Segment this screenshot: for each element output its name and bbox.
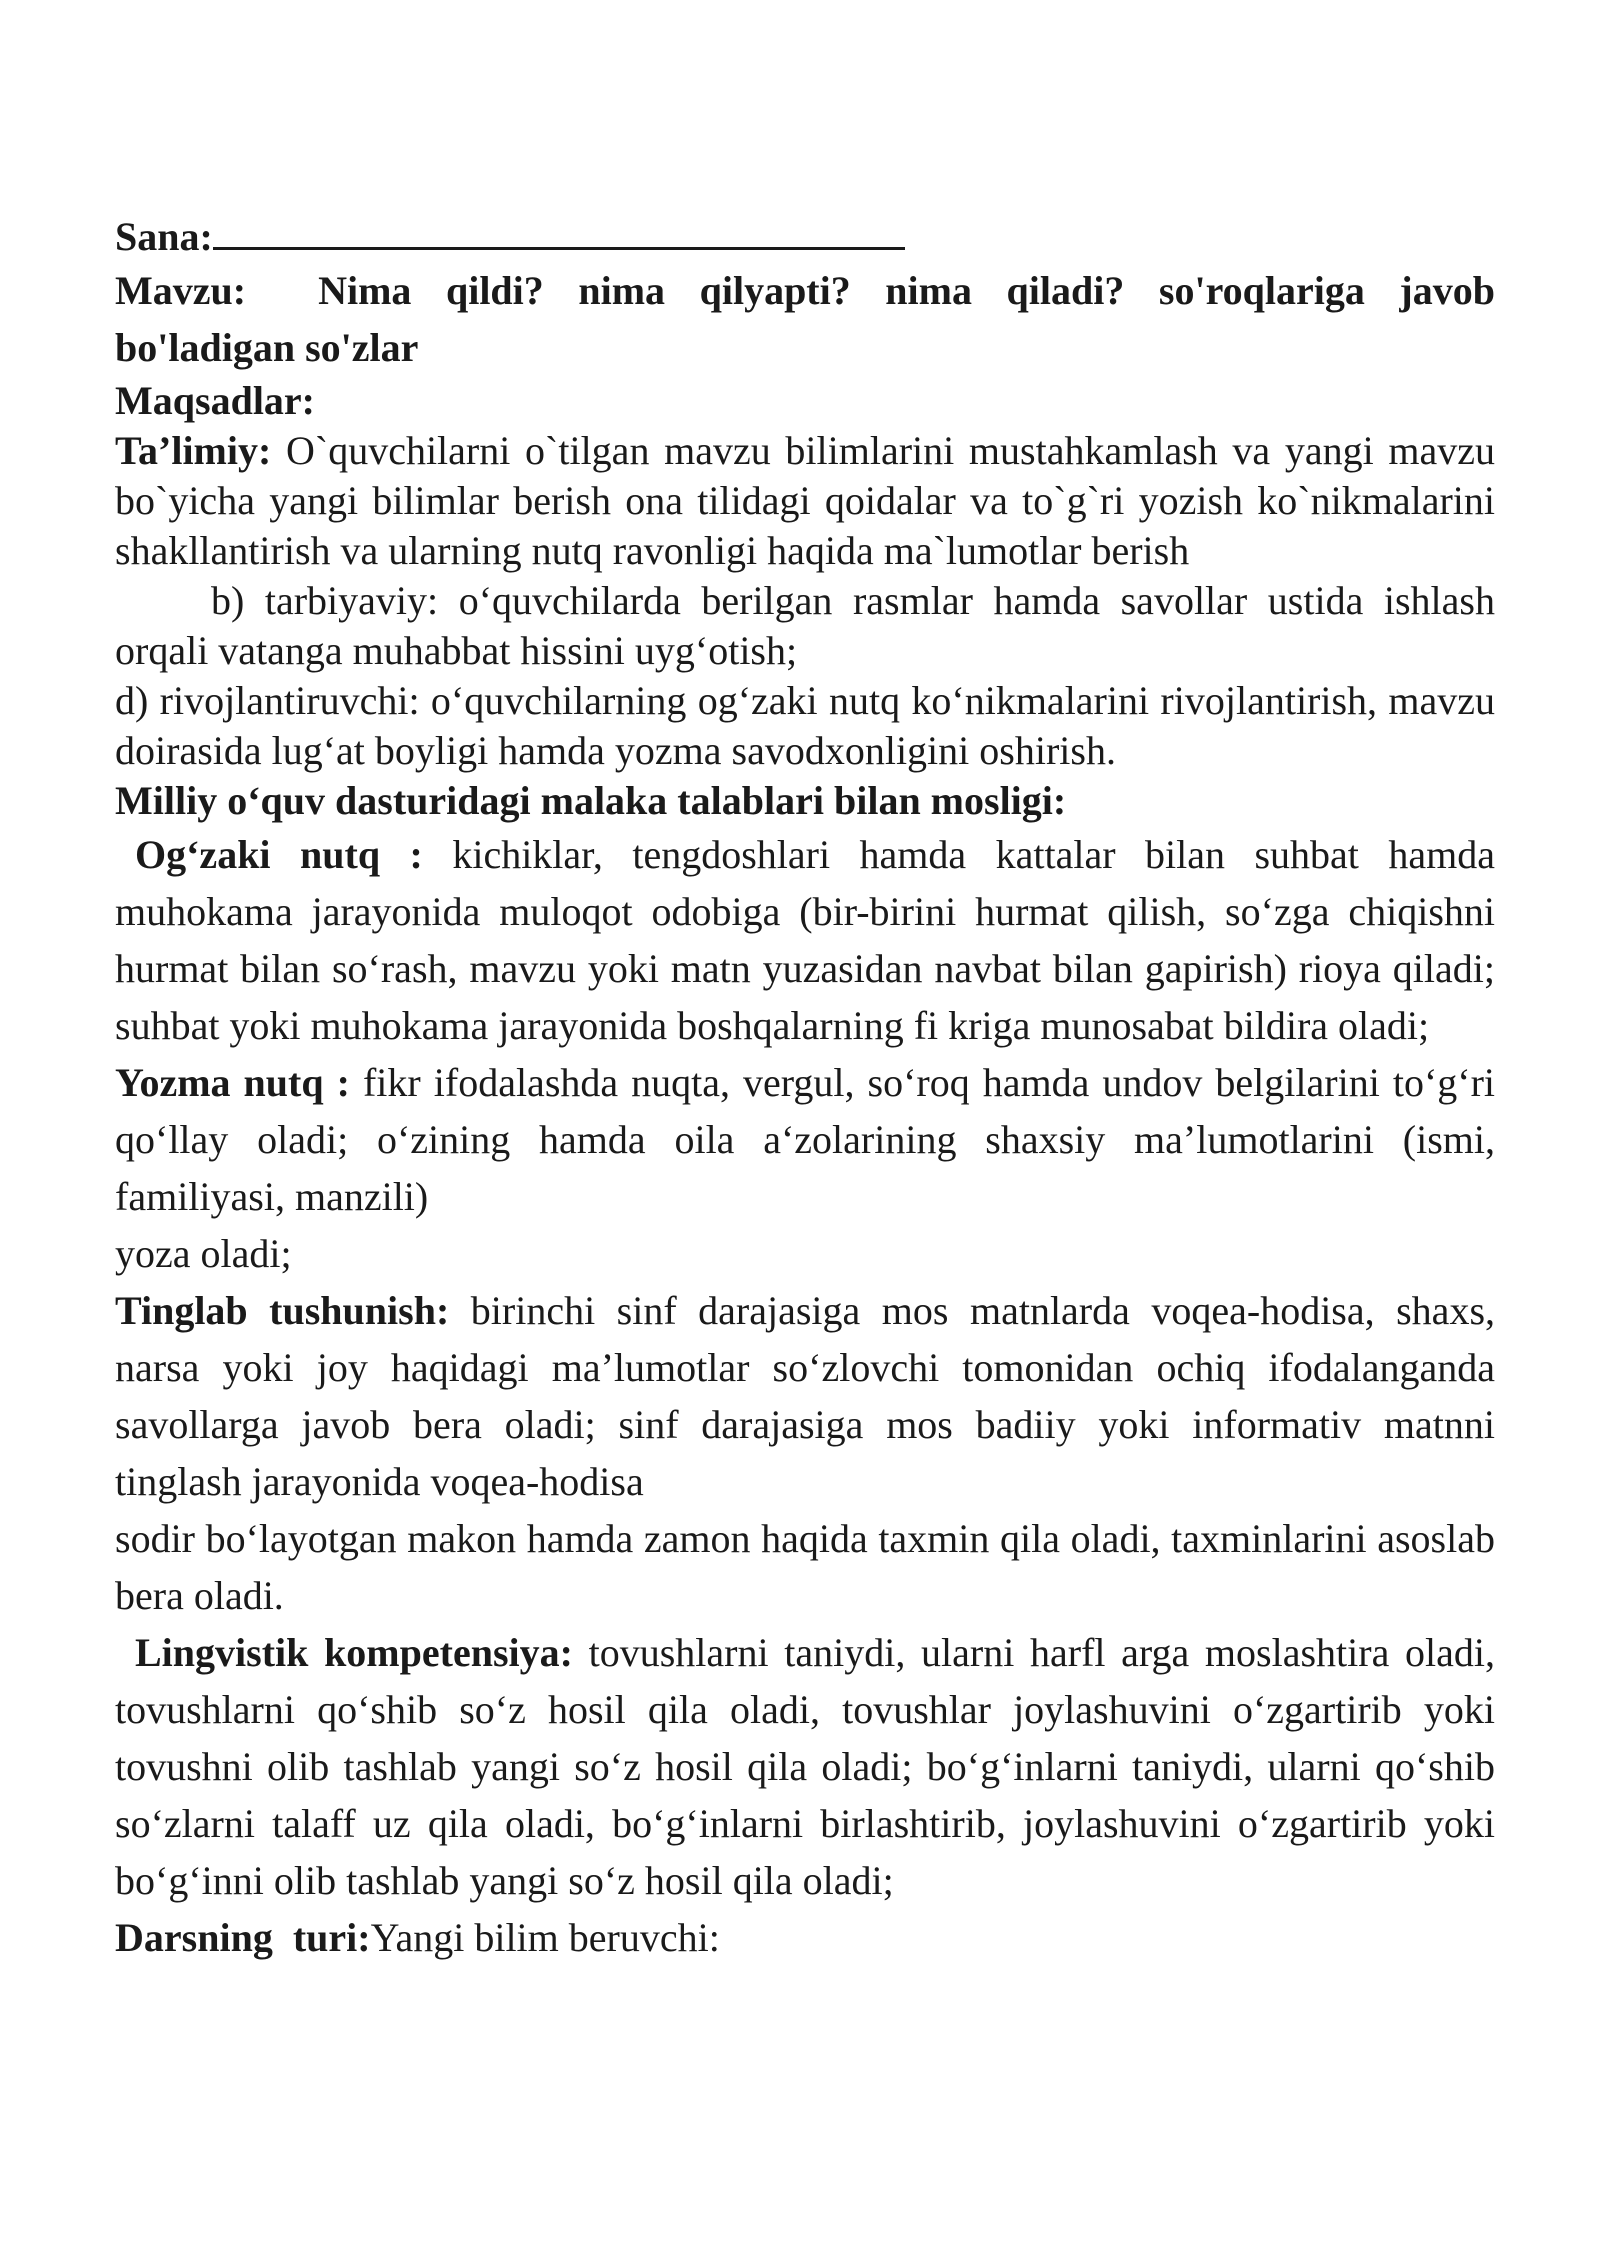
talimiy-paragraph [115, 426, 1495, 576]
tinglab-label: Tinglab tushunish: [115, 1288, 450, 1333]
tarbiyaviy-paragraph [115, 576, 1495, 676]
sana-label: Sana: [115, 214, 213, 259]
tinglab-continuation: sodir bo‘layotgan makon hamda zamon haqida taxmin qila oladi, taxminlarini asoslab bera oladi. [115, 1516, 1495, 1618]
darsning-text: Yangi bilim beruvchi: [370, 1915, 720, 1960]
maqsadlar-heading: Maqsadlar: [115, 378, 315, 423]
lingvistik-label: Lingvistik kompetensiya: [135, 1630, 573, 1675]
yozma-continuation: yoza oladi; [115, 1231, 292, 1276]
lingvistik-text: tovushlarni taniydi, ularni harfl arga moslashtira oladi, tovushlarni qo‘shib so‘z hosil qila oladi, tovushlar joylashuvini o‘zgartirib yoki tovushni olib tashlab yangi so‘z hosil qila oladi; bo‘g‘inlarni taniydi, ularni qo‘shib so‘zlarni talaff uz qila oladi, bo‘g‘inlarni birlashtirib, joylashuvini o‘zgartirib yoki bo‘g‘inni olib tashlab yangi so‘z hosil qila oladi; [115, 1630, 1495, 1903]
tarbiyaviy-text: b) tarbiyaviy: o‘quvchilarda berilgan rasmlar hamda savollar ustida ishlash orqali vatanga muhabbat hissini uyg‘otish; [115, 578, 1495, 673]
ogzaki-label: Og‘zaki nutq : [135, 832, 423, 877]
sana-blank-line [213, 217, 905, 250]
talimiy-label: Ta’limiy: [115, 428, 272, 473]
yozma-label: Yozma nutq : [115, 1060, 350, 1105]
darsning-row [115, 1909, 1495, 1966]
rivojlantiruvchi-paragraph [115, 676, 1495, 776]
milliy-heading: Milliy o‘quv dasturidagi malaka talablari bilan mosligi: [115, 778, 1067, 823]
yozma-text: fikr ifodalashda nuqta, vergul, so‘roq hamda undov belgilarini to‘g‘ri qo‘llay oladi; o‘zining hamda oila a‘zolarining shaxsiy ma’lumotlarini (ismi, familiyasi, manzili) [115, 1060, 1496, 1219]
lesson-plan-page [115, 212, 1495, 1966]
talimiy-text: O`quvchilarni o`tilgan mavzu bilimlarini mustahkamlash va yangi mavzu bo`yicha yangi bilimlar berish ona tilidagi qoidalar va to`g`ri yozish ko`nikmalarini shakllantirish va ularning nutq ravonligi haqida ma`lumotlar berish [115, 428, 1495, 573]
ogzaki-paragraph [115, 826, 1495, 1054]
sana-row [115, 212, 1495, 262]
mavzu-label: Mavzu: [115, 268, 247, 313]
tinglab-text: birinchi sinf darajasiga mos matnlarda voqea-hodisa, shaxs, narsa yoki joy haqidagi ma’lumotlar so‘zlovchi tomonidan ochiq ifodalanganda savollarga javob bera oladi; sinf darajasiga mos badiiy yoki informativ matnni tinglash jarayonida voqea-hodisa [115, 1288, 1496, 1504]
rivojlantiruvchi-text: d) rivojlantiruvchi: o‘quvchilarning og‘zaki nutq ko‘nikmalarini rivojlantirish, mavzu doirasida lug‘at boyligi hamda yozma savodxonligini oshirish. [115, 678, 1495, 773]
ogzaki-text: kichiklar, tengdoshlari hamda kattalar bilan suhbat hamda muhokama jarayonida muloqot odobiga (bir-birini hurmat qilish, so‘zga chiqishni hurmat bilan so‘rash, mavzu yoki matn yuzasidan navbat bilan gapirish) rioya qiladi; suhbat yoki muhokama jarayonida boshqalarning fi kriga munosabat bildira oladi; [115, 832, 1495, 1048]
darsning-label: Darsning turi: [115, 1915, 371, 1960]
yozma-paragraph [115, 1054, 1495, 1225]
mavzu-text: Nima qildi? nima qilyapti? nima qiladi? so'roqlariga javob bo'ladigan so'zlar [115, 268, 1495, 370]
tinglab-paragraph [115, 1282, 1495, 1510]
mavzu-row [115, 262, 1495, 376]
lingvistik-paragraph [115, 1624, 1495, 1909]
